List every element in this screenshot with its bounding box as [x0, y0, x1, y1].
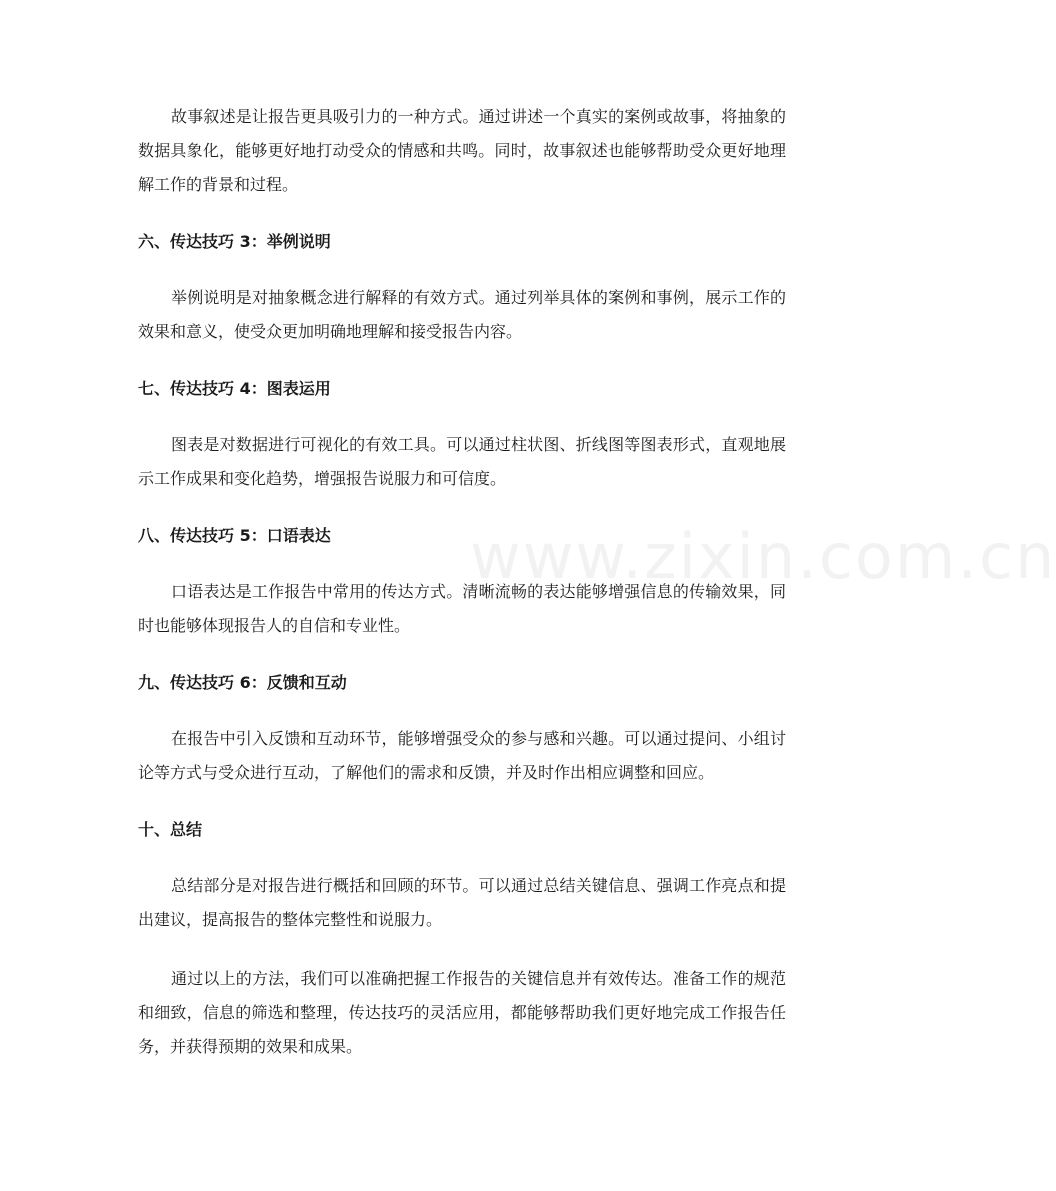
heading-section-9: 九、传达技巧 6：反馈和互动	[138, 673, 347, 692]
watermark: www.zixin.com.cn	[470, 520, 1056, 593]
heading-section-8: 八、传达技巧 5：口语表达	[138, 526, 331, 545]
paragraph-storytelling: 故事叙述是让报告更具吸引力的一种方式。通过讲述一个真实的案例或故事，将抽象的数据具象化，能够更好地打动受众的情感和共鸣。同时，故事叙述也能够帮助受众更好地理解工作的背景和过程。	[138, 107, 786, 194]
paragraph-charts: 图表是对数据进行可视化的有效工具。可以通过柱状图、折线图等图表形式，直观地展示工作成果和变化趋势，增强报告说服力和可信度。	[138, 435, 786, 488]
heading-section-6: 六、传达技巧 3：举例说明	[138, 232, 331, 251]
heading-section-10: 十、总结	[138, 820, 203, 839]
paragraph-examples: 举例说明是对抽象概念进行解释的有效方式。通过列举具体的案例和事例，展示工作的效果和意义，使受众更加明确地理解和接受报告内容。	[138, 288, 786, 341]
paragraph-conclusion: 通过以上的方法，我们可以准确把握工作报告的关键信息并有效传达。准备工作的规范和细致，信息的筛选和整理，传达技巧的灵活应用，都能够帮助我们更好地完成工作报告任务，并获得预期的效果和成果。	[138, 969, 786, 1056]
document-body	[138, 100, 786, 1064]
paragraph-feedback: 在报告中引入反馈和互动环节，能够增强受众的参与感和兴趣。可以通过提问、小组讨论等方式与受众进行互动，了解他们的需求和反馈，并及时作出相应调整和回应。	[138, 729, 786, 782]
heading-section-7: 七、传达技巧 4：图表运用	[138, 379, 331, 398]
paragraph-summary: 总结部分是对报告进行概括和回顾的环节。可以通过总结关键信息、强调工作亮点和提出建议，提高报告的整体完整性和说服力。	[138, 876, 786, 929]
paragraph-oral-expression: 口语表达是工作报告中常用的传达方式。清晰流畅的表达能够增强信息的传输效果，同时也能够体现报告人的自信和专业性。	[138, 582, 786, 635]
